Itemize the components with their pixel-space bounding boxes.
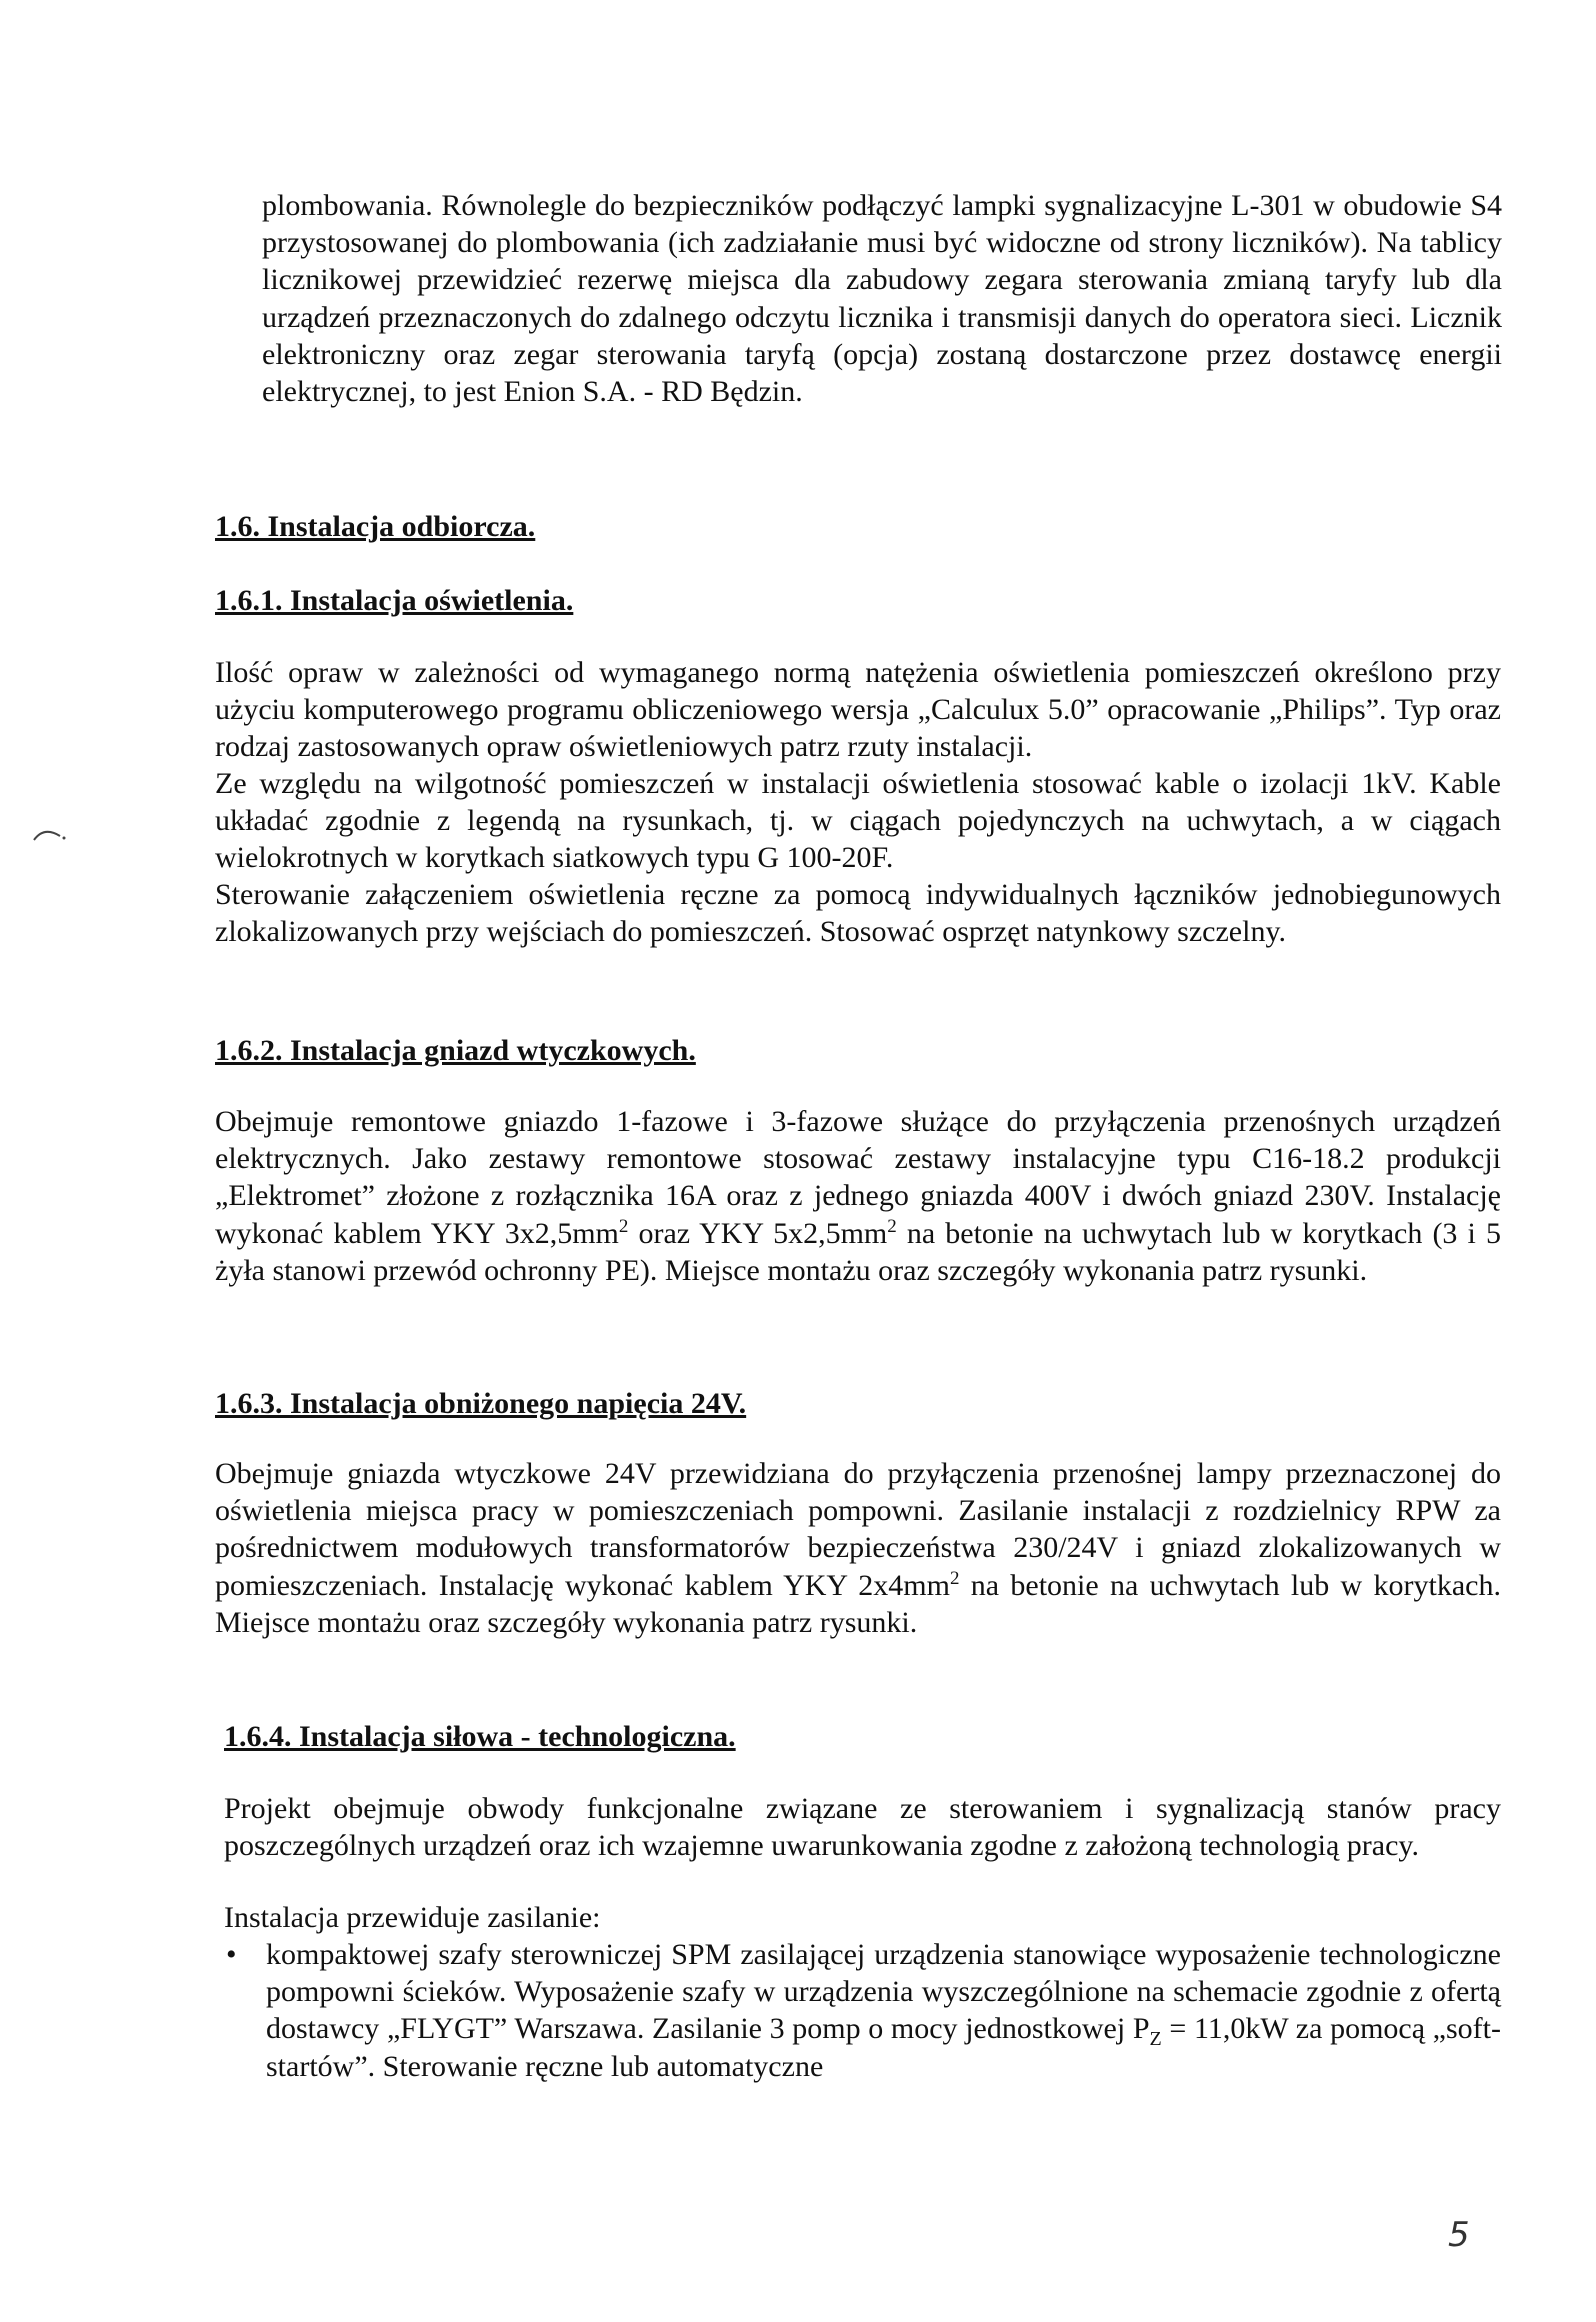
lighting-paragraph-1: Ilość opraw w zależności od wymaganego normą natężenia oświetlenia pomieszczeń określono przy użyciu komputerowego programu obliczeniowego wersja „Calculux 5.0” opracowanie „Philips”. Typ oraz rodzaj zastosowanych opraw oświetleniowych patrz rzuty instalacji. [215,656,1501,764]
bullet-text-a: kompaktowej szafy sterowniczej SPM zasilającej urządzenia stanowiące wyposażenie technologiczne pompowni ścieków. Wyposażenie szafy w urządzenia wyszczególnione na schemacie zgodnie z ofertą dostawcy „FLYGT” Warszawa. Zasilanie 3 pomp o mocy jednostkowej P [266,1938,1501,2046]
margin-mark [30,820,70,846]
low-voltage-text-b: na betonie na uchwytach lub w korytkach. Miejsce montażu oraz szczegóły wykonania patrz rysunki. [215,1568,1501,1639]
bullet-item-1 [266,1936,1501,2085]
superscript-2c: 2 [949,1567,960,1589]
power-paragraph-1: Projekt obejmuje obwody funkcjonalne związane ze sterowaniem i sygnalizacją stanów pracy poszczególnych urządzeń oraz ich wzajemne uwarunkowania zgodne z założoną technologią pracy. [224,1792,1501,1863]
lighting-paragraph-3: Sterowanie załączeniem oświetlenia ręczne za pomocą indywidualnych łączników jednobiegunowych zlokalizowanych przy wejściach do pomieszczeń. Stosować osprzęt natynkowy szczelny. [215,878,1501,949]
heading-1-6: 1.6. Instalacja odbiorcza. [215,510,536,543]
sockets-text-b: oraz YKY 5x2,5mm [628,1216,888,1250]
low-voltage-paragraph [215,1455,1501,1641]
heading-1-6-1: 1.6.1. Instalacja oświetlenia. [215,584,574,617]
heading-1-6-2: 1.6.2. Instalacja gniazd wtyczkowych. [215,1034,696,1067]
subscript-z: Z [1149,2028,1162,2051]
heading-1-6-3: 1.6.3. Instalacja obniżonego napięcia 24V. [215,1387,747,1420]
superscript-2a: 2 [618,1215,629,1237]
intro-paragraph: plombowania. Równolegle do bezpieczników podłączyć lampki sygnalizacyjne L-301 w obudowie S4 przystosowanej do plombowania (ich zadziałanie musi być widoczne od strony liczników). Na tablicy licznikowej przewidzieć rezerwę miejsca dla zabudowy zegara sterowania zmianą taryfy lub dla urządzeń przeznaczonych do zdalnego odczytu licznika i transmisji danych do operatora sieci. Licznik elektroniczny oraz zegar sterowania taryfą (opcja) zostaną dostarczone przez dostawcę energii elektrycznej, to jest Enion S.A. - RD Będzin. [262,189,1502,409]
bullet-text-b: = 11,0kW za pomocą „soft-startów”. Sterowanie ręczne lub automatyczne [266,2012,1501,2083]
low-voltage-text-a: Obejmuje gniazda wtyczkowe 24V przewidziana do przyłączenia przenośnej lampy przeznaczonej do oświetlenia miejsca pracy w pomieszczeniach pompowni. Zasilanie instalacji z rozdzielnicy RPW za pośrednictwem modułowych transformatorów bezpieczeństwa 230/24V i gniazd zlokalizowanych w pomieszczeniach. Instalację wykonać kablem YKY 2x4mm [215,1457,1501,1602]
sockets-text-a: Obejmuje remontowe gniazdo 1-fazowe i 3-fazowe służące do przyłączenia przenośnych urządzeń elektrycznych. Jako zestawy remontowe stosować zestawy instalacyjne typu C16-18.2 produkcji „Elektromet” złożone z rozłącznika 16A oraz z jednego gniazda 400V i dwóch gniazd 230V. Instalację wykonać kablem YKY 3x2,5mm [215,1105,1501,1250]
superscript-2b: 2 [887,1215,897,1237]
page-number: 5 [1448,2215,1470,2255]
lighting-paragraph-2: Ze względu na wilgotność pomieszczeń w instalacji oświetlenia stosować kable o izolacji 1kV. Kable układać zgodnie z legendą na rysunkach, tj. w ciągach pojedynczych na uchwytach, a w ciągach wielokrotnych w korytkach siatkowych typu G 100-20F. [215,767,1501,875]
sockets-paragraph [215,1103,1501,1289]
heading-1-6-4: 1.6.4. Instalacja siłowa - technologiczna. [224,1720,736,1753]
sockets-text-c: na betonie na uchwytach lub w korytkach (3 i 5 żyła stanowi przewód ochronny PE). Miejsce montażu oraz szczegóły wykonania patrz rysunki. [215,1216,1501,1287]
power-paragraph-2: Instalacja przewiduje zasilanie: [224,1901,601,1934]
bullet-icon: • [226,1938,237,1971]
